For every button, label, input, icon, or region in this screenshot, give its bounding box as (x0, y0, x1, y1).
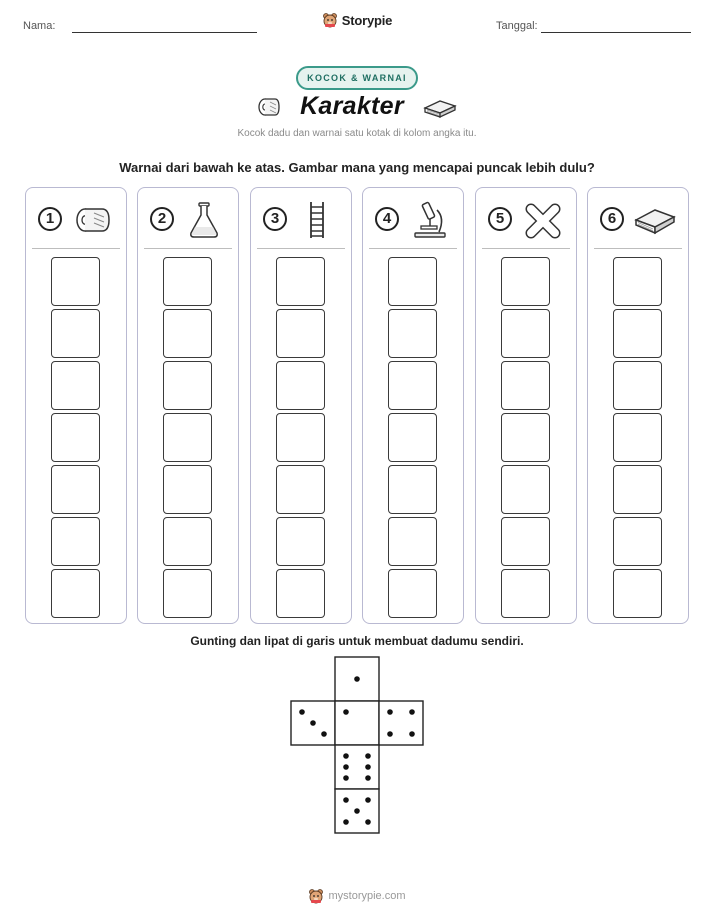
die-pip (365, 797, 371, 803)
color-box[interactable] (276, 361, 325, 410)
color-box[interactable] (613, 309, 662, 358)
die-pip (365, 764, 371, 770)
die-face-1[interactable] (335, 657, 379, 701)
brand-name: Storypie (341, 12, 393, 28)
color-box[interactable] (388, 413, 437, 462)
color-box[interactable] (501, 569, 550, 618)
color-box[interactable] (51, 517, 100, 566)
color-box[interactable] (388, 361, 437, 410)
main-instruction: Warnai dari bawah ke atas. Gambar mana yang mencapai puncak lebih dulu? (119, 160, 595, 175)
color-box[interactable] (51, 569, 100, 618)
color-box[interactable] (613, 569, 662, 618)
color-box[interactable] (501, 361, 550, 410)
column-1 (25, 187, 127, 624)
column-header (259, 198, 343, 242)
column-number: 6 (600, 207, 624, 231)
color-box[interactable] (613, 465, 662, 514)
die-pip (343, 709, 349, 715)
color-box[interactable] (163, 517, 212, 566)
color-box[interactable] (501, 465, 550, 514)
footer-site-link[interactable]: mystorypie.com (328, 890, 406, 902)
color-box[interactable] (163, 569, 212, 618)
die-face-4[interactable] (379, 701, 423, 745)
toilet-paper-icon (256, 94, 282, 120)
name-label: Nama: (23, 20, 56, 32)
title-row (0, 92, 714, 121)
column-6 (587, 187, 689, 624)
color-box[interactable] (163, 257, 212, 306)
die-pip (387, 731, 393, 737)
column-number: 1 (38, 207, 62, 231)
column-4 (362, 187, 464, 624)
bear-icon (322, 12, 338, 28)
date-line[interactable] (541, 32, 691, 33)
column-divider (594, 248, 682, 249)
footer (0, 888, 714, 904)
color-box[interactable] (163, 361, 212, 410)
die-pip (310, 720, 316, 726)
color-box[interactable] (276, 569, 325, 618)
die-pip (321, 731, 327, 737)
column-number: 2 (150, 207, 174, 231)
color-box[interactable] (501, 517, 550, 566)
die-pip (299, 709, 305, 715)
color-box[interactable] (276, 465, 325, 514)
die-pip (343, 819, 349, 825)
color-box[interactable] (388, 309, 437, 358)
color-box[interactable] (163, 413, 212, 462)
column-header (371, 198, 455, 242)
die-face-6[interactable] (335, 745, 379, 789)
book-icon (422, 94, 458, 120)
color-box[interactable] (613, 361, 662, 410)
column-divider (369, 248, 457, 249)
color-box[interactable] (501, 257, 550, 306)
color-box[interactable] (51, 465, 100, 514)
die-pip (343, 753, 349, 759)
flask-icon (184, 200, 226, 240)
book-icon (634, 200, 676, 240)
column-2 (137, 187, 239, 624)
die-face-3[interactable] (291, 701, 335, 745)
color-box[interactable] (51, 361, 100, 410)
color-box[interactable] (51, 309, 100, 358)
color-box[interactable] (388, 465, 437, 514)
column-divider (257, 248, 345, 249)
color-box[interactable] (276, 257, 325, 306)
name-line[interactable] (72, 32, 257, 33)
column-number: 4 (375, 207, 399, 231)
die-pip (343, 775, 349, 781)
die-pip (343, 764, 349, 770)
die-pip (365, 753, 371, 759)
page-title: Karakter (300, 92, 404, 120)
color-box[interactable] (51, 413, 100, 462)
color-box[interactable] (613, 257, 662, 306)
die-face-5[interactable] (335, 789, 379, 833)
die-pip (365, 775, 371, 781)
column-5 (475, 187, 577, 624)
column-divider (32, 248, 120, 249)
color-box[interactable] (613, 517, 662, 566)
die-pip (354, 808, 360, 814)
toilet-paper-icon (72, 200, 114, 240)
column-header (596, 198, 680, 242)
die-pip (365, 819, 371, 825)
color-box[interactable] (276, 517, 325, 566)
column-header (34, 198, 118, 242)
column-header (484, 198, 568, 242)
activity-badge: KOCOK & WARNAI (296, 66, 418, 90)
cut-instruction: Gunting dan lipat di garis untuk membuat dadumu sendiri. (190, 634, 524, 648)
subtitle: Kocok dadu dan warnai satu kotak di kolom angka itu. (237, 128, 477, 139)
ladder-icon (297, 200, 339, 240)
microscope-icon (409, 200, 451, 240)
color-box[interactable] (388, 517, 437, 566)
column-number: 3 (263, 207, 287, 231)
die-pip (343, 797, 349, 803)
die-face-1[interactable] (335, 701, 379, 745)
column-number: 5 (488, 207, 512, 231)
die-pip (409, 709, 415, 715)
color-box[interactable] (613, 413, 662, 462)
column-divider (482, 248, 570, 249)
die-pip (409, 731, 415, 737)
column-3 (250, 187, 352, 624)
color-box[interactable] (388, 257, 437, 306)
color-box[interactable] (501, 309, 550, 358)
die-pip (387, 709, 393, 715)
bear-icon (308, 888, 324, 904)
color-box[interactable] (163, 465, 212, 514)
color-box[interactable] (163, 309, 212, 358)
color-box[interactable] (276, 413, 325, 462)
color-box[interactable] (388, 569, 437, 618)
date-label: Tanggal: (496, 20, 538, 32)
color-box[interactable] (501, 413, 550, 462)
die-pip (354, 676, 360, 682)
x-mark-icon (522, 200, 564, 240)
column-header (146, 198, 230, 242)
brand-logo (0, 12, 714, 28)
column-divider (144, 248, 232, 249)
color-box[interactable] (51, 257, 100, 306)
color-box[interactable] (276, 309, 325, 358)
